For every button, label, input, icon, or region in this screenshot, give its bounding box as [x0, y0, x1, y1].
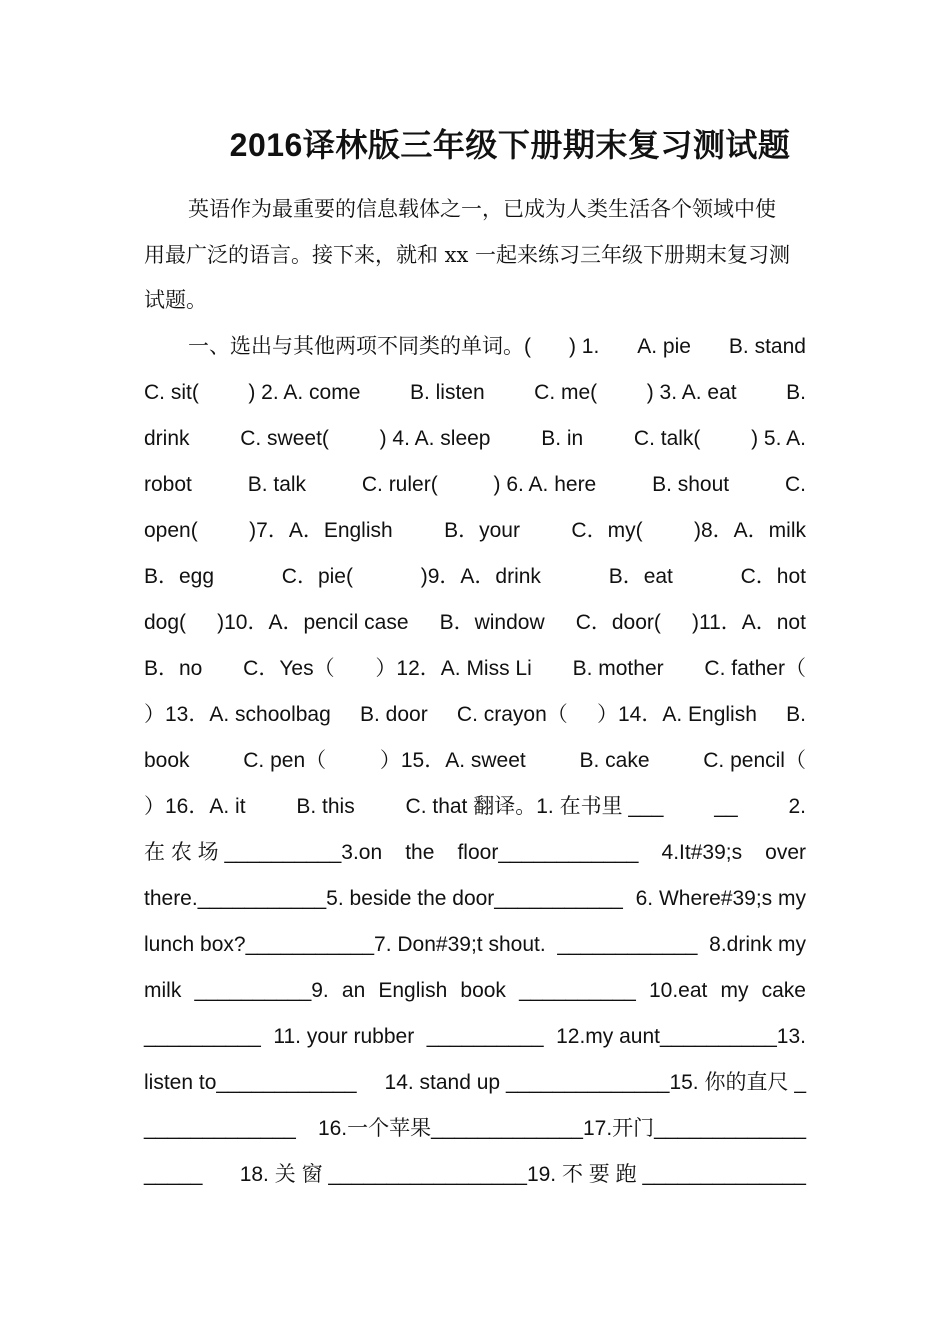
exercise-text-segment: C．hot [740, 564, 806, 588]
exercise-text-segment: 8.drink my [709, 932, 806, 956]
exercise-text-segment: 2. [788, 794, 806, 818]
exercise-text-segment: B．window [439, 610, 545, 634]
exercise-text-segment: C. crayon（ [456, 702, 568, 726]
exercise-text-segment: the [405, 840, 435, 864]
exercise-text-segment: B. this [296, 794, 355, 818]
exercise-text-segment: ) 2. A. come [248, 380, 361, 404]
intro-line: 用最广泛的语言。接下来，就和 xx 一起来练习三年级下册期末复习测 [144, 242, 791, 267]
exercise-text-segment: B. mother [572, 656, 664, 680]
exercise-text-segment: ）13．A. schoolbag [144, 702, 331, 726]
exercise-text-segment: there.___________5. beside the door___________ [144, 886, 623, 910]
exercise-text-segment: __________ [426, 1024, 544, 1048]
exercise-line [144, 922, 806, 968]
exercise-line [144, 784, 806, 830]
exercise-text-segment: C．my( [571, 518, 643, 542]
exercise-text-segment: 4.It#39;s [661, 840, 743, 864]
exercise-line [144, 416, 806, 462]
exercise-text-segment: C．Yes（ [243, 656, 335, 680]
exercise-text-segment: 14. stand up ______________15. 你的直尺 _ [384, 1070, 806, 1094]
exercise-text-segment: ) 5. A. [751, 426, 806, 450]
exercise-line [144, 830, 806, 876]
exercise-text-segment: book [460, 978, 506, 1002]
exercise-text-segment: floor____________ [457, 840, 639, 864]
exercise-text-segment: C. [784, 472, 806, 496]
exercise-text-segment: )9．A．drink [420, 564, 541, 588]
exercise-text-segment: milk [144, 978, 182, 1002]
exercise-text-segment: __________ [519, 978, 636, 1002]
exercise-text-segment: open( [144, 518, 198, 542]
exercise-text-segment: C. pen（ [243, 748, 327, 772]
exercise-text-segment: B. talk [247, 472, 307, 496]
exercise-text-segment: B．egg [144, 564, 215, 588]
exercise-text-segment: 11. your rubber [273, 1024, 415, 1048]
intro-paragraph [144, 187, 806, 324]
exercise-text-segment: 6. Where#39;s my [635, 886, 806, 910]
exercise-line [144, 554, 806, 600]
exercise-text-segment: B. [786, 702, 806, 726]
exercise-text-segment: )8．A．milk [693, 518, 806, 542]
exercise-line [144, 462, 806, 508]
exercise-text-segment: ）15．A. sweet [379, 748, 526, 772]
exercise-text-segment: C. sit( [144, 380, 199, 404]
exercise-text-segment: ）14．A. English [596, 702, 757, 726]
exercise-text-segment: an [341, 978, 366, 1002]
exercise-text-segment: C．door( [575, 610, 661, 634]
exercise-text-segment: ) 3. A. eat [646, 380, 737, 404]
exercise-text-segment: cake [761, 978, 806, 1002]
exercise-text-segment: 18. 关 窗 _________________19. 不 要 跑 ______________ [239, 1162, 806, 1186]
exercise-text-segment: my [720, 978, 749, 1002]
exercise-text-segment: ）16．A. it [144, 794, 246, 818]
exercise-line [144, 1014, 806, 1060]
exercise-line [144, 1106, 806, 1152]
exercise-text-segment: ____________ [557, 932, 698, 956]
exercise-text-segment: B. [786, 380, 806, 404]
exercise-text-segment: ) 1. [568, 334, 600, 358]
exercise-text-segment: C. ruler( [361, 472, 438, 496]
exercise-text-segment: ）12．A. Miss Li [375, 656, 532, 680]
exercise-text-segment: English [378, 978, 448, 1002]
exercise-line [144, 738, 806, 784]
exercise-text-segment: C．pie( [281, 564, 353, 588]
exercise-section [144, 324, 806, 1198]
exercise-text-segment: __________ [144, 1024, 261, 1048]
document-title: 2016译林版三年级下册期末复习测试题 [229, 127, 791, 163]
intro-line: 英语作为最重要的信息载体之一，已成为人类生活各个领域中使 [188, 197, 776, 221]
exercise-text-segment: 16.一个苹果_____________17.开门_____________ [317, 1116, 806, 1140]
exercise-line [144, 1152, 806, 1198]
exercise-line [144, 324, 806, 370]
exercise-text-segment: C. father（ [704, 656, 806, 680]
exercise-line [144, 692, 806, 738]
exercise-text-segment: listen to____________ [144, 1070, 357, 1094]
exercise-text-segment: over [765, 840, 806, 864]
exercise-text-segment: ) 4. A. sleep [379, 426, 491, 450]
exercise-text-segment: 一、选出与其他两项不同类的单词。( [188, 334, 531, 358]
exercise-line [144, 646, 806, 692]
exercise-line [144, 600, 806, 646]
exercise-text-segment: B. door [359, 702, 428, 726]
exercise-text-segment: )11．A．not [691, 610, 806, 634]
exercise-line [144, 876, 806, 922]
exercise-text-segment: _____________ [144, 1116, 296, 1140]
exercise-line [144, 968, 806, 1014]
exercise-text-segment: 12.my aunt__________13. [556, 1024, 806, 1048]
exercise-text-segment: B．no [144, 656, 203, 680]
exercise-text-segment: C. that 翻译。1. 在书里 ___ [405, 794, 664, 818]
exercise-text-segment: C. pencil（ [703, 748, 806, 772]
exercise-text-segment: B. stand [728, 334, 806, 358]
exercise-text-segment: robot [144, 472, 192, 496]
exercise-text-segment: drink [144, 426, 190, 450]
document-body [144, 187, 806, 1198]
exercise-line [144, 370, 806, 416]
exercise-text-segment: C. sweet( [240, 426, 329, 450]
exercise-text-segment: B．your [444, 518, 520, 542]
exercise-text-segment: B. in [541, 426, 584, 450]
exercise-text-segment: _____ [144, 1162, 203, 1186]
exercise-text-segment: B. listen [409, 380, 485, 404]
exercise-text-segment: dog( [144, 610, 187, 634]
exercise-text-segment: B. cake [579, 748, 650, 772]
exercise-text-segment: )7．A．English [249, 518, 393, 542]
exercise-line [144, 508, 806, 554]
exercise-text-segment: __ [714, 794, 738, 818]
exercise-text-segment: C. talk( [633, 426, 701, 450]
intro-line: 试题。 [144, 288, 207, 312]
exercise-text-segment: ) 6. A. here [493, 472, 597, 496]
exercise-text-segment: )10．A．pencil case [217, 610, 409, 634]
exercise-line [144, 1060, 806, 1106]
exercise-text-segment: __________9. [194, 978, 329, 1002]
exercise-text-segment: 10.eat [648, 978, 708, 1002]
exercise-text-segment: book [144, 748, 190, 772]
exercise-text-segment: B. shout [652, 472, 730, 496]
exercise-text-segment: 在 农 场 __________3.on [144, 840, 383, 864]
exercise-text-segment: B．eat [608, 564, 673, 588]
exercise-text-segment: lunch box?___________7. Don#39;t shout. [144, 932, 546, 956]
exercise-text-segment: C. me( [534, 380, 598, 404]
exercise-text-segment: A. pie [637, 334, 691, 358]
